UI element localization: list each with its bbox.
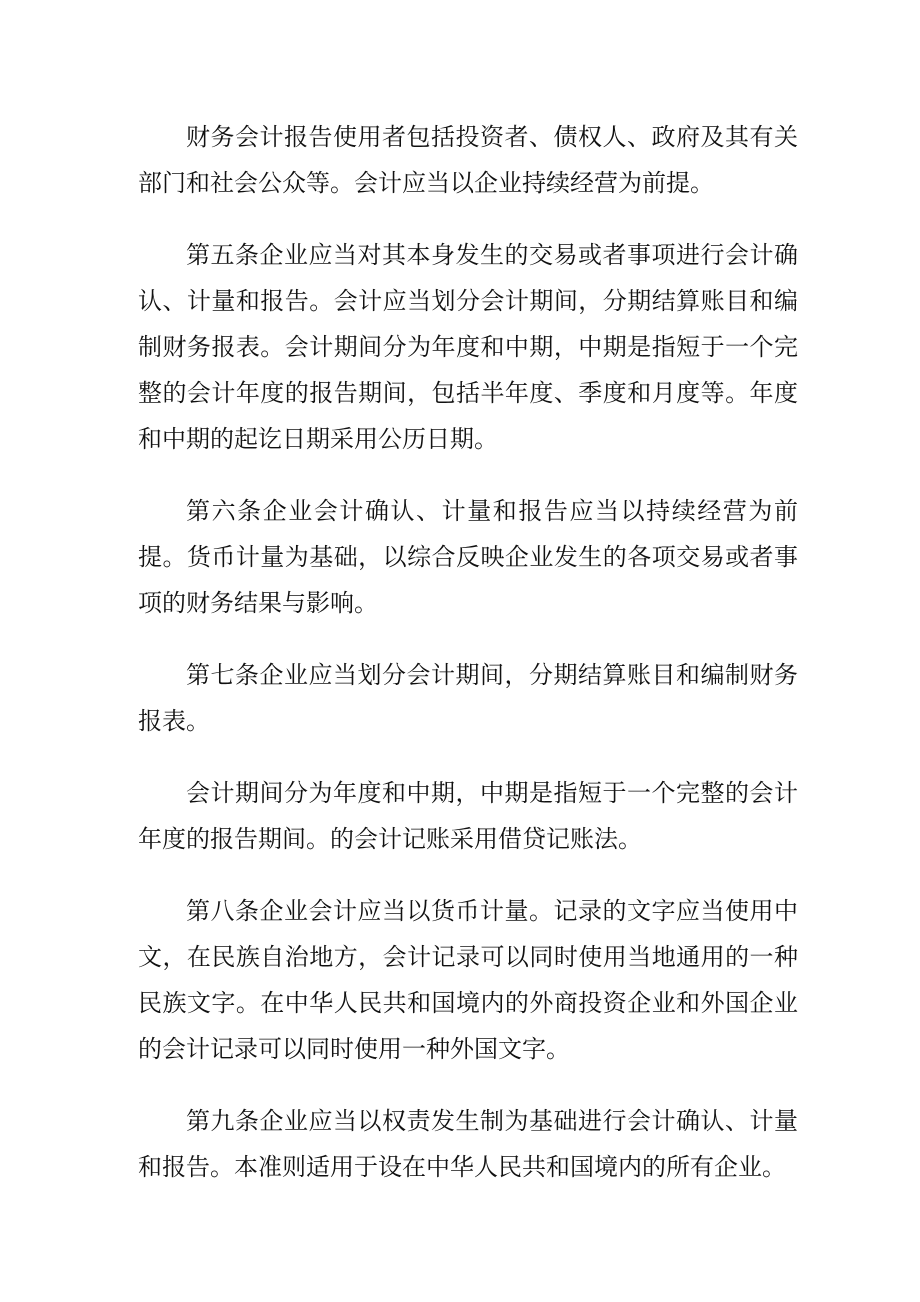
paragraph-accounting-period: 会计期间分为年度和中期，中期是指短于一个完整的会计年度的报告期间。的会计记账采用借贷记账法。 (138, 779, 798, 853)
paragraph-1: 财务会计报告使用者包括投资者、债权人、政府及其有关部门和社会公众等。会计应当以企业持续经营为前提。 (138, 123, 798, 197)
paragraph-article-5: 第五条企业应当对其本身发生的交易或者事项进行会计确认、计量和报告。会计应当划分会计期间，分期结算账目和编制财务报表。会计期间分为年度和中期，中期是指短于一个完整的会计年度的报告期间，包括半年度、季度和月度等。年度和中期的起讫日期采用公历日期。 (138, 241, 798, 453)
paragraph-article-8: 第八条企业会计应当以货币计量。记录的文字应当使用中文，在民族自治地方，会计记录可以同时使用当地通用的一种民族文字。在中华人民共和国境内的外商投资企业和外国企业的会计记录可以同时使用一种外国文字。 (138, 897, 798, 1063)
paragraph-article-9: 第九条企业应当以权责发生制为基础进行会计确认、计量和报告。本准则适用于设在中华人民共和国境内的所有企业。 (138, 1107, 798, 1181)
document-body (138, 114, 798, 1216)
paragraph-article-7: 第七条企业应当划分会计期间，分期结算账目和编制财务报表。 (138, 661, 798, 735)
paragraph-article-6: 第六条企业会计确认、计量和报告应当以持续经营为前提。货币计量为基础，以综合反映企业发生的各项交易或者事项的财务结果与影响。 (138, 497, 798, 617)
